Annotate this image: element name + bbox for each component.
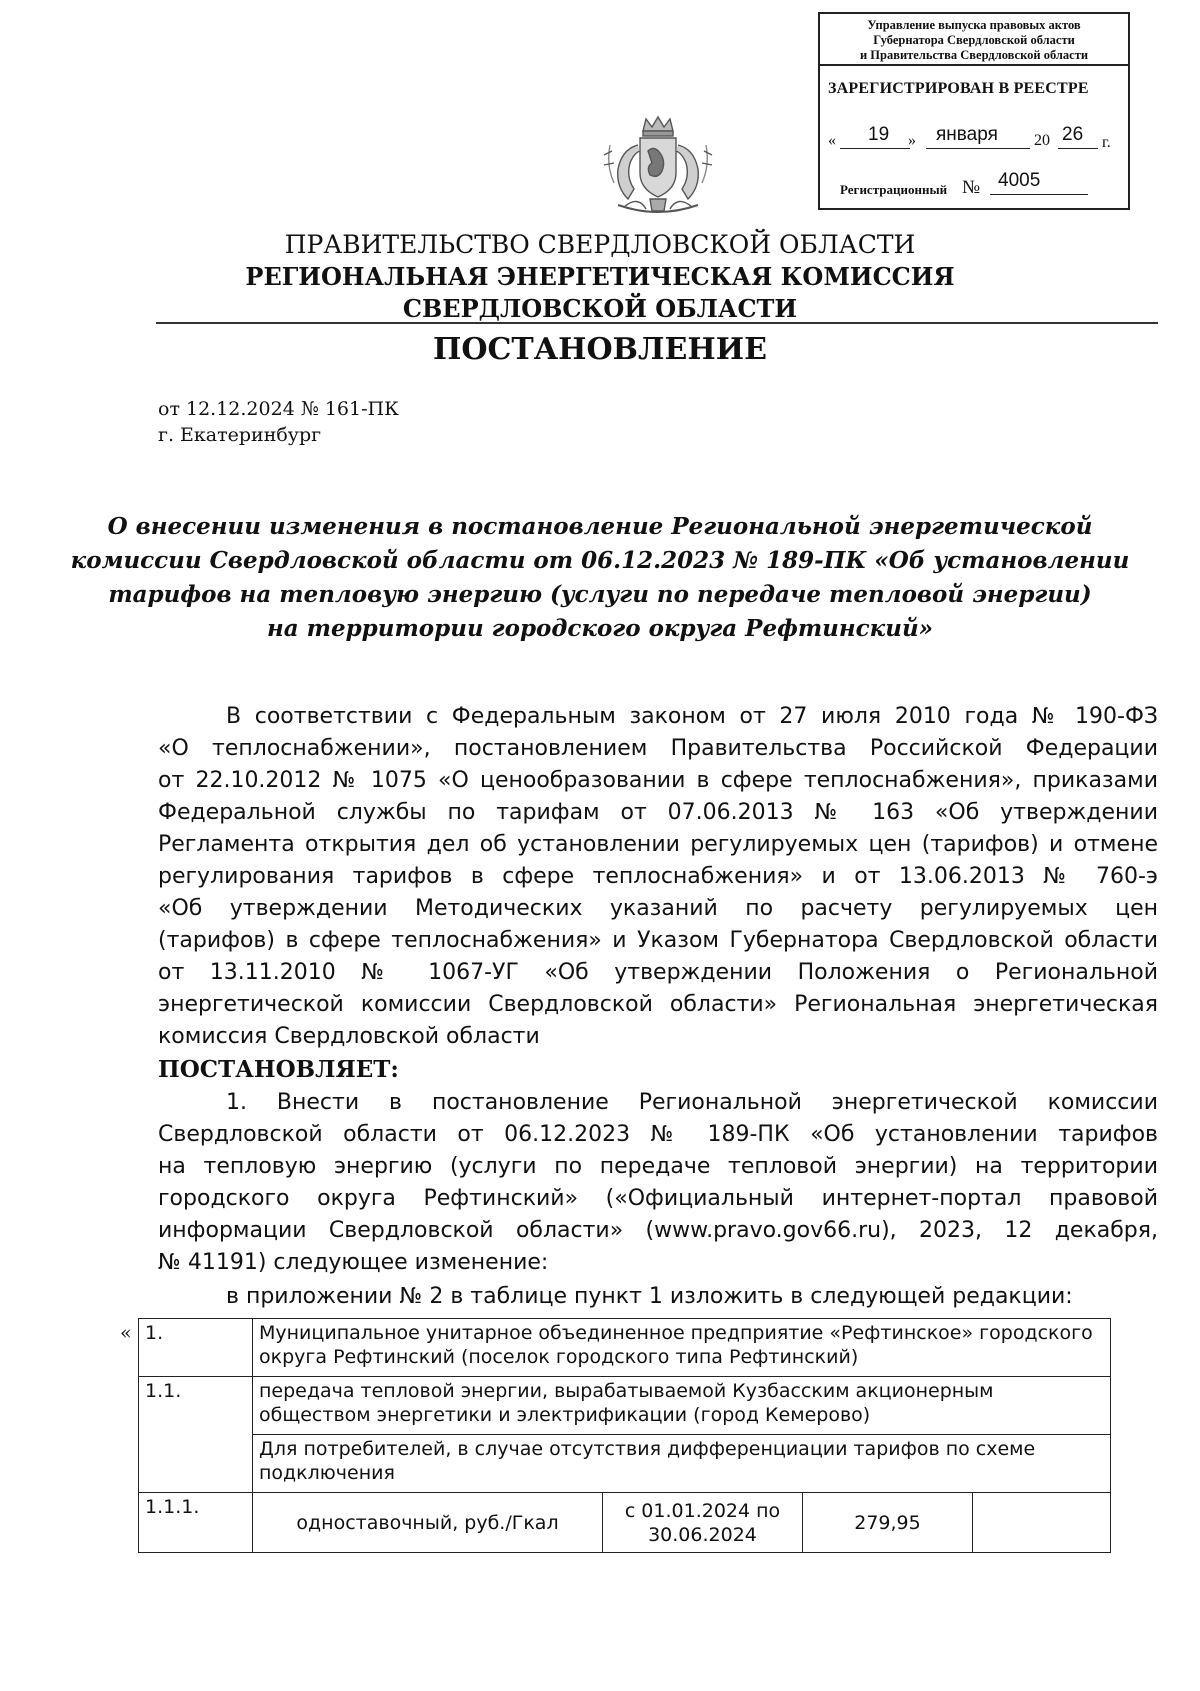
date-quote-close: » (908, 132, 916, 149)
preamble-line: энергетической комиссии Свердловской области» Региональная энергетическая (158, 992, 1158, 1017)
item1-line: информации Свердловской области» (www.pravo.gov66.ru), 2023, 12 декабря, (158, 1218, 1158, 1243)
preamble-line: от 13.11.2010 № 1067-УГ «Об утверждении Положения о Региональной (158, 960, 1158, 985)
tariff-value: 279,95 (803, 1493, 973, 1553)
preamble-line: В соответствии с Федеральным законом от 27 июля 2010 года № 190-ФЗ (226, 704, 1158, 729)
table-row (139, 1435, 1111, 1493)
tariff-table (138, 1318, 1111, 1553)
commission-title-line2: СВЕРДЛОВСКОЙ ОБЛАСТИ (402, 294, 798, 323)
preamble-line: регулирования тарифов в сфере теплоснабжения» и от 13.06.2013 № 760-э (158, 864, 1158, 889)
preamble-line: от 22.10.2012 № 1075 «О ценообразовании в сфере теплоснабжения», приказами (158, 768, 1158, 793)
registry-stamp (818, 12, 1130, 210)
number-sign: № (962, 177, 981, 198)
table-intro: в приложении № 2 в таблице пункт 1 изложить в следующей редакции: (226, 1284, 1073, 1309)
registration-year-suffix: 26 (1062, 124, 1084, 145)
registration-year-prefix: 20 (1034, 132, 1050, 149)
header-divider (156, 322, 1158, 324)
table-row (139, 1319, 1111, 1377)
document-type: ПОСТАНОВЛЕНИЕ (433, 332, 767, 367)
preamble-line: «О теплоснабжении», постановлением Правительства Российской Федерации (158, 736, 1158, 761)
row-number: 1. (139, 1319, 253, 1377)
row-text: Для потребителей, в случае отсутствия дифференциации тарифов по схеме подключения (253, 1435, 1111, 1493)
stamp-header-line: Губернатора Свердловской области (873, 33, 1075, 47)
subject-line: тарифов на тепловую энергию (услуги по передаче тепловой энергии) (108, 581, 1092, 608)
government-title: ПРАВИТЕЛЬСТВО СВЕРДЛОВСКОЙ ОБЛАСТИ (284, 230, 916, 259)
subject-line: комиссии Свердловской области от 06.12.2023 № 189-ПК «Об установлении (70, 547, 1130, 574)
registration-month: января (936, 124, 998, 145)
document-subject (0, 510, 1200, 646)
registered-label: ЗАРЕГИСТРИРОВАН В РЕЕСТРЕ (828, 80, 1089, 97)
item1-line: 1. Внести в постановление Региональной энергетической комиссии (226, 1090, 1158, 1115)
preamble-line: Федеральной службы по тарифам от 07.06.2013 № 163 «Об утверждении (158, 800, 1158, 825)
commission-title-line1: РЕГИОНАЛЬНАЯ ЭНЕРГЕТИЧЕСКАЯ КОМИССИЯ (245, 262, 955, 291)
rate-type: одноставочный, руб./Гкал (253, 1493, 603, 1553)
stamp-header (820, 14, 1128, 66)
row-text: передача тепловой энергии, вырабатываемой Кузбасским акционерным обществом энергетики и электрификации (город Кемерово) (253, 1377, 1111, 1435)
registration-day: 19 (868, 124, 890, 145)
subject-line: на территории городского округа Рефтинский» (266, 615, 934, 642)
row-number: 1.1.1. (139, 1493, 253, 1553)
document-city: г. Екатеринбург (158, 424, 322, 446)
row-number: 1.1. (139, 1377, 253, 1493)
registration-number: 4005 (998, 170, 1041, 191)
table-row (139, 1377, 1111, 1435)
preamble-line: Регламента открытия дел об установлении регулируемых цен (тарифов) и отмене (158, 832, 1158, 857)
item1-line: городского округа Рефтинский» («Официальный интернет-портал правовой (158, 1186, 1158, 1211)
subject-line: О внесении изменения в постановление Региональной энергетической (107, 513, 1093, 540)
item1-line: Свердловской области от 06.12.2023 № 189-ПК «Об установлении тарифов (158, 1122, 1158, 1147)
item1-line: № 41191) следующее изменение: (158, 1250, 549, 1275)
validity-period: с 01.01.2024 по 30.06.2024 (603, 1493, 803, 1553)
date-quote-open: « (828, 132, 836, 149)
empty-cell (973, 1493, 1111, 1553)
table-open-quote: « (120, 1322, 132, 1344)
registration-number-label: Регистрационный (840, 182, 948, 197)
year-unit: г. (1102, 134, 1111, 151)
document-date-number: от 12.12.2024 № 161-ПК (158, 398, 399, 420)
preamble-line: «Об утверждении Методических указаний по расчету регулируемых цен (158, 896, 1158, 921)
item1-line: на тепловую энергию (услуги по передаче тепловой энергии) на территории (158, 1154, 1158, 1179)
preamble-line: (тарифов) в сфере теплоснабжения» и Указом Губернатора Свердловской области (158, 928, 1158, 953)
coat-of-arms-icon (588, 115, 728, 223)
stamp-header-line: и Правительства Свердловской области (859, 48, 1089, 62)
preamble-line: комиссия Свердловской области (158, 1024, 540, 1049)
row-text: Муниципальное унитарное объединенное предприятие «Рефтинское» городского округа Рефтинский (поселок городского типа Рефтинский) (253, 1319, 1111, 1377)
decides-heading: ПОСТАНОВЛЯЕТ: (158, 1056, 399, 1083)
table-row (139, 1493, 1111, 1553)
stamp-header-line: Управление выпуска правовых актов (867, 18, 1081, 32)
